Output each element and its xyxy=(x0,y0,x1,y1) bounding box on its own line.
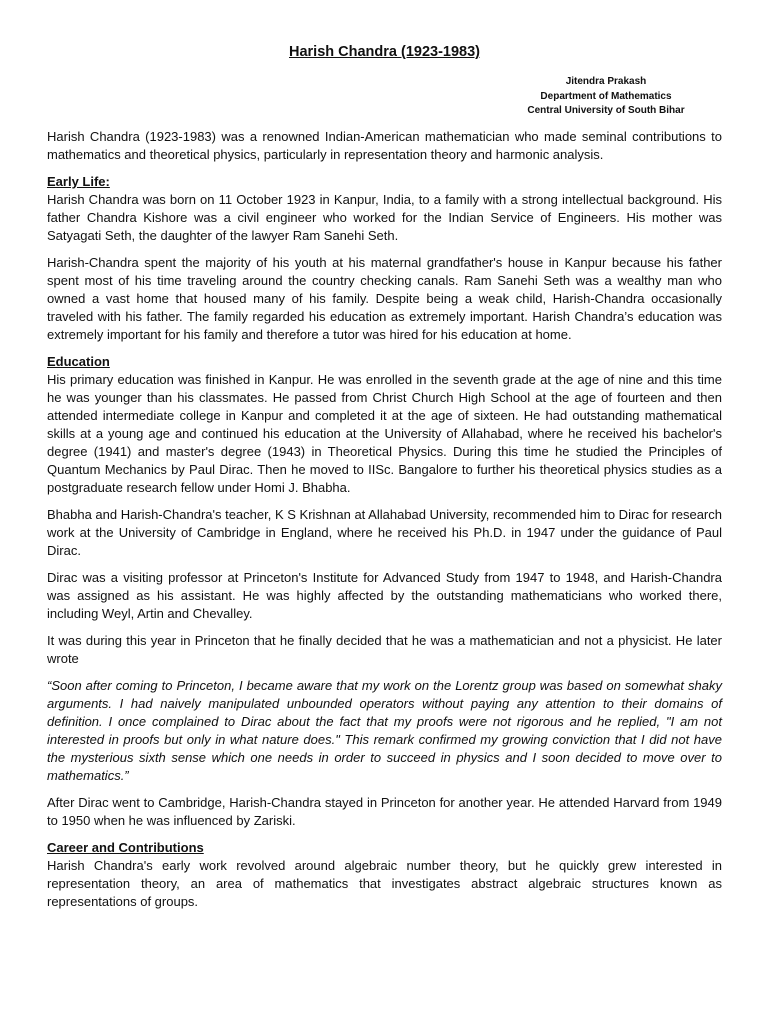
career-paragraph-1: Harish Chandra's early work revolved around algebraic number theory, but he quickly grew interested in representation theory, an area of mathematics that investigates abstract algebraic structures known as representations of groups. xyxy=(47,858,722,909)
education-paragraph-5: After Dirac went to Cambridge, Harish-Chandra stayed in Princeton for another year. He attended Harvard from 1949 to 1950 when he was influenced by Zariski. xyxy=(47,795,722,828)
intro-paragraph: Harish Chandra (1923-1983) was a renowned Indian-American mathematician who made seminal contributions to mathematics and theoretical physics, particularly in representation theory and harmonic analysis. xyxy=(47,129,722,162)
document-title: Harish Chandra (1923-1983) xyxy=(289,44,480,60)
author-university: Central University of South Bihar xyxy=(527,105,685,116)
early-life-paragraph-2: Harish-Chandra spent the majority of his youth at his maternal grandfather's house in Kanpur because his father spent most of his time traveling around the country checking canals. Ram Sanehi Seth was a wealthy man who owned a vast home that housed many of his family. Despite being a weak child, Harish-Chandra occasionally traveled with his father. The family regarded his education as extremely important. Harish Chandra’s education was extremely important for his family and therefore a tutor was hired for his education at home. xyxy=(47,255,722,342)
education-paragraph-1: His primary education was finished in Kanpur. He was enrolled in the seventh grade at the age of nine and this time he was younger than his classmates. He passed from Christ Church High School at the age of fourteen and then attended intermediate college in Kanpur and completed it at the age of sixteen. He had outstanding mathematical skills at a young age and continued his education at the University of Allahabad, where he received his bachelor's degree (1941) and master's degree (1943) in Theoretical Physics. During this time he studied the Principles of Quantum Mechanics by Paul Dirac. Then he moved to IISc. Bangalore to further his theoretical physics studies as a postgraduate research fellow under Homi J. Bhabha. xyxy=(47,372,722,495)
education-paragraph-2: Bhabha and Harish-Chandra's teacher, K S Krishnan at Allahabad University, recommended him to Dirac for research work at the University of Cambridge in England, where he received his Ph.D. in 1947 under the guidance of Paul Dirac. xyxy=(47,507,722,558)
education-heading: Education xyxy=(47,354,110,369)
early-life-paragraph-1: Harish Chandra was born on 11 October 1923 in Kanpur, India, to a family with a strong intellectual background. His father Chandra Kishore was a civil engineer who worked for the Indian Service of Engineers. His mother was Satyagati Seth, the daughter of the lawyer Ram Sanehi Seth. xyxy=(47,192,722,243)
author-block xyxy=(506,75,706,119)
document-page xyxy=(47,44,722,70)
dirac-quote: “Soon after coming to Princeton, I became aware that my work on the Lorentz group was based on somewhat shaky arguments. I had naively manipulated unbounded operators without paying any attention to their domains of definition. I once complained to Dirac about the fact that my proofs were not rigorous and he replied, "I am not interested in proofs but only in what nature does." This remark confirmed my growing conviction that I did not have the mysterious sixth sense which one needs in order to succeed in physics and I soon decided to move over to mathematics.” xyxy=(47,678,722,783)
career-heading: Career and Contributions xyxy=(47,840,204,855)
author-name: Jitendra Prakash xyxy=(565,76,647,87)
author-department: Department of Mathematics xyxy=(540,90,672,102)
document-body xyxy=(47,128,722,920)
early-life-heading: Early Life: xyxy=(47,174,110,189)
education-paragraph-3: Dirac was a visiting professor at Princeton's Institute for Advanced Study from 1947 to 1948, and Harish-Chandra was assigned as his assistant. He was highly affected by the outstanding mathematicians who worked there, including Weyl, Artin and Chevalley. xyxy=(47,570,722,621)
education-paragraph-4: It was during this year in Princeton that he finally decided that he was a mathematician and not a physicist. He later wrote xyxy=(47,633,722,666)
